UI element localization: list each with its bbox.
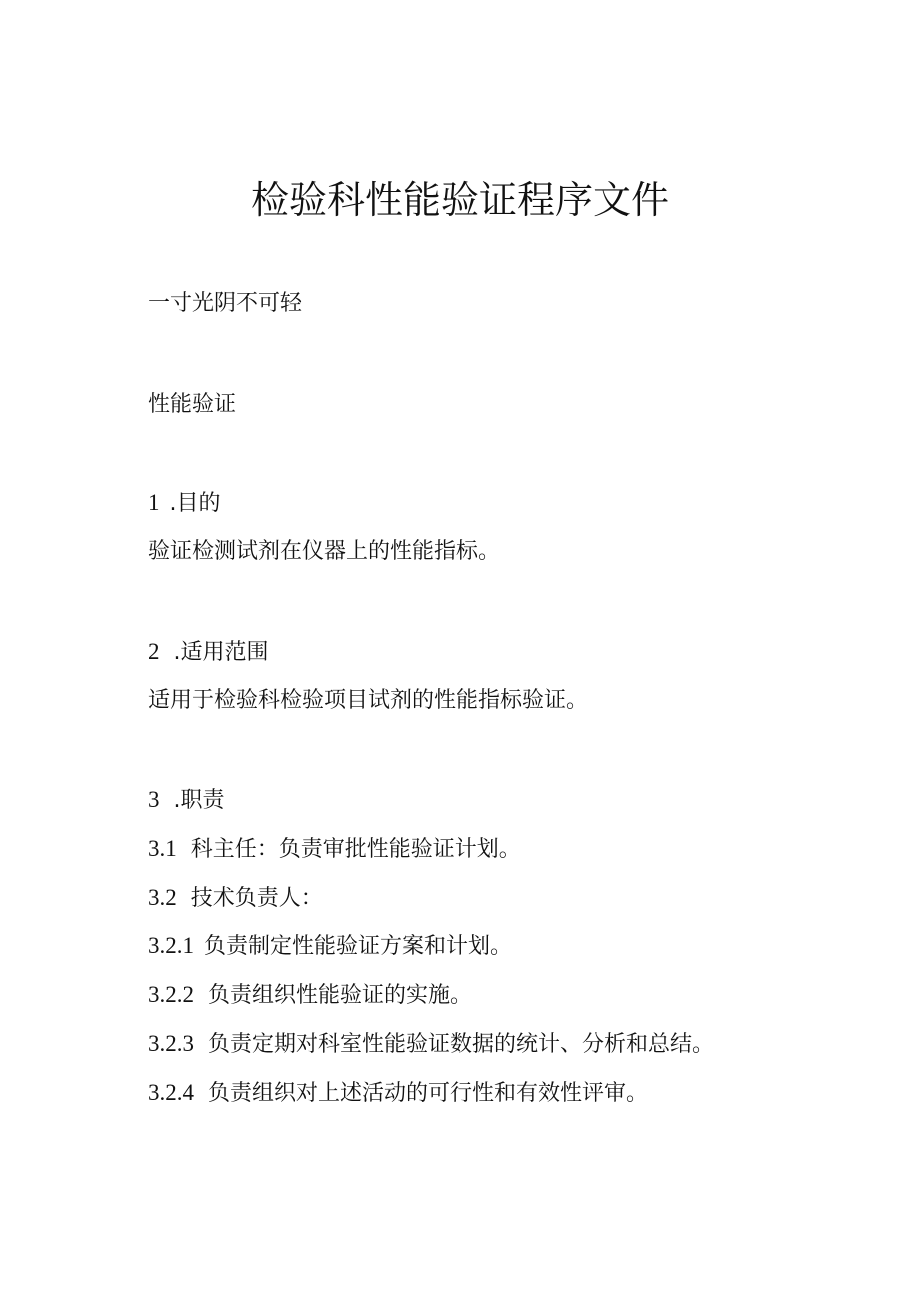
list-item [148,979,472,1012]
item-number: 3.2.4 [148,1080,194,1105]
section-3-title: .职责 [173,788,225,813]
section-heading: 性能验证 [148,392,237,417]
item-text: 负责组织对上述活动的可行性和有效性评审。 [208,1081,649,1106]
section-3-number: 3 [148,787,160,812]
section-1-heading [148,487,221,520]
item-number: 3.2.2 [148,982,194,1007]
section-1-number: 1 [148,490,160,515]
item-text: 负责定期对科室性能验证数据的统计、分析和总结。 [208,1032,715,1057]
motto-line: 一寸光阴不可轻 [148,291,303,316]
list-item [148,1077,648,1110]
item-text: 技术负责人： [190,886,323,911]
item-text: 负责制定性能验证方案和计划。 [204,934,513,959]
list-item [148,882,323,915]
section-1-title: .目的 [169,491,221,516]
item-text: 科主任：负责审批性能验证计划。 [190,837,521,862]
section-2-heading [148,636,269,669]
list-item [148,833,521,866]
section-2-number: 2 [148,639,160,664]
section-1-body: 验证检测试剂在仪器上的性能指标。 [148,539,501,564]
section-2-body: 适用于检验科检验项目试剂的性能指标验证。 [148,688,589,713]
list-item [148,930,512,963]
item-number: 3.2.1 [148,933,194,958]
item-number: 3.1 [148,836,177,861]
section-2-title: .适用范围 [173,640,269,665]
list-item [148,1028,714,1061]
item-number: 3.2.3 [148,1031,194,1056]
document-title: 检验科性能验证程序文件 [250,178,669,222]
section-3-heading [148,784,225,817]
item-number: 3.2 [148,885,177,910]
item-text: 负责组织性能验证的实施。 [208,983,473,1008]
